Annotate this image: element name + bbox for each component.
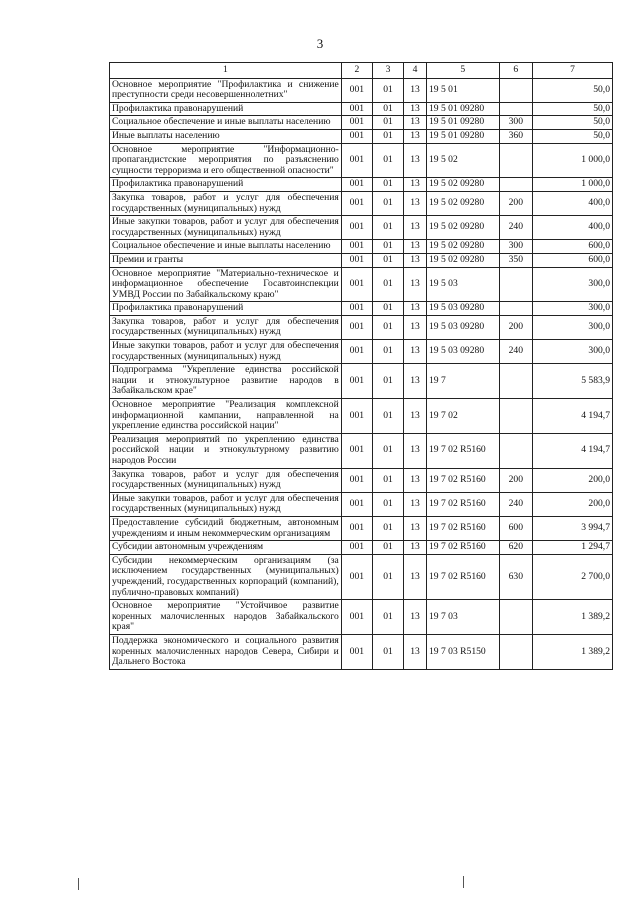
row-name-cell: Иные закупки товаров, работ и услуг для обеспечения государственных (муниципальных) нужд bbox=[110, 492, 342, 516]
row-amount-cell: 1 000,0 bbox=[532, 178, 612, 192]
row-section-cell: 01 bbox=[372, 191, 403, 215]
table-row bbox=[110, 129, 613, 143]
row-expense-type-cell bbox=[499, 143, 532, 178]
row-code-cell: 001 bbox=[341, 143, 372, 178]
row-expense-type-cell bbox=[499, 178, 532, 192]
table-row bbox=[110, 340, 613, 364]
row-target-article-cell: 19 7 bbox=[426, 364, 499, 399]
row-section-cell: 01 bbox=[372, 116, 403, 130]
row-code-cell: 001 bbox=[341, 600, 372, 635]
row-section-cell: 01 bbox=[372, 554, 403, 599]
row-name-cell: Субсидии автономным учреждениям bbox=[110, 541, 342, 555]
table-row bbox=[110, 253, 613, 267]
row-section-cell: 01 bbox=[372, 364, 403, 399]
row-section-cell: 01 bbox=[372, 433, 403, 468]
row-name-cell: Поддержка экономического и социального развития коренных малочисленных народов Севера, Сибири и Дальнего Востока bbox=[110, 634, 342, 669]
row-target-article-cell: 19 5 03 bbox=[426, 267, 499, 302]
page-number: 3 bbox=[316, 36, 324, 51]
row-expense-type-cell bbox=[499, 102, 532, 116]
row-code-cell: 001 bbox=[341, 541, 372, 555]
row-amount-cell: 1 389,2 bbox=[532, 634, 612, 669]
column-header: 6 bbox=[499, 63, 532, 79]
row-code-cell: 001 bbox=[341, 191, 372, 215]
row-target-article-cell: 19 7 03 R5150 bbox=[426, 634, 499, 669]
table-row bbox=[110, 267, 613, 302]
row-amount-cell: 400,0 bbox=[532, 216, 612, 240]
row-subsection-cell: 13 bbox=[404, 340, 427, 364]
row-target-article-cell: 19 5 02 bbox=[426, 143, 499, 178]
row-expense-type-cell: 350 bbox=[499, 253, 532, 267]
row-amount-cell: 5 583,9 bbox=[532, 364, 612, 399]
row-expense-type-cell: 240 bbox=[499, 340, 532, 364]
row-expense-type-cell: 200 bbox=[499, 315, 532, 339]
row-target-article-cell: 19 5 03 09280 bbox=[426, 340, 499, 364]
row-section-cell: 01 bbox=[372, 399, 403, 434]
row-name-cell: Основное мероприятие "Реализация комплексной информационной кампании, направленной на укрепление единства российской нации" bbox=[110, 399, 342, 434]
row-name-cell: Премии и гранты bbox=[110, 253, 342, 267]
row-name-cell: Основное мероприятие "Устойчивое развитие коренных малочисленных народов Забайкальского края" bbox=[110, 600, 342, 635]
row-expense-type-cell: 600 bbox=[499, 516, 532, 540]
row-subsection-cell: 13 bbox=[404, 216, 427, 240]
row-code-cell: 001 bbox=[341, 468, 372, 492]
row-code-cell: 001 bbox=[341, 178, 372, 192]
column-header: 3 bbox=[372, 63, 403, 79]
row-expense-type-cell bbox=[499, 302, 532, 316]
row-subsection-cell: 13 bbox=[404, 78, 427, 102]
row-target-article-cell: 19 5 01 09280 bbox=[426, 129, 499, 143]
row-expense-type-cell: 300 bbox=[499, 240, 532, 254]
row-section-cell: 01 bbox=[372, 492, 403, 516]
row-subsection-cell: 13 bbox=[404, 433, 427, 468]
row-expense-type-cell bbox=[499, 600, 532, 635]
table-row bbox=[110, 116, 613, 130]
table-row bbox=[110, 433, 613, 468]
row-target-article-cell: 19 5 01 09280 bbox=[426, 102, 499, 116]
row-name-cell: Иные закупки товаров, работ и услуг для обеспечения государственных (муниципальных) нужд bbox=[110, 340, 342, 364]
row-target-article-cell: 19 5 02 09280 bbox=[426, 240, 499, 254]
row-code-cell: 001 bbox=[341, 102, 372, 116]
table-row bbox=[110, 492, 613, 516]
row-amount-cell: 50,0 bbox=[532, 116, 612, 130]
row-code-cell: 001 bbox=[341, 364, 372, 399]
row-code-cell: 001 bbox=[341, 399, 372, 434]
row-name-cell: Профилактика правонарушений bbox=[110, 302, 342, 316]
row-expense-type-cell: 620 bbox=[499, 541, 532, 555]
row-amount-cell: 3 994,7 bbox=[532, 516, 612, 540]
row-subsection-cell: 13 bbox=[404, 516, 427, 540]
table-row bbox=[110, 315, 613, 339]
row-subsection-cell: 13 bbox=[404, 253, 427, 267]
column-header: 7 bbox=[532, 63, 612, 79]
row-name-cell: Иные закупки товаров, работ и услуг для обеспечения государственных (муниципальных) нужд bbox=[110, 216, 342, 240]
row-code-cell: 001 bbox=[341, 315, 372, 339]
row-section-cell: 01 bbox=[372, 634, 403, 669]
row-subsection-cell: 13 bbox=[404, 267, 427, 302]
row-code-cell: 001 bbox=[341, 129, 372, 143]
row-name-cell: Социальное обеспечение и иные выплаты населению bbox=[110, 116, 342, 130]
row-name-cell: Основное мероприятие "Материально-техническое и информационное обеспечение Госавтоинспекции УМВД России по Забайкальскому краю" bbox=[110, 267, 342, 302]
row-subsection-cell: 13 bbox=[404, 600, 427, 635]
column-header: 5 bbox=[426, 63, 499, 79]
row-name-cell: Субсидии некоммерческим организациям (за исключением государственных (муниципальных) учреждений, государственных корпораций (компаний), публично-правовых компаний) bbox=[110, 554, 342, 599]
row-amount-cell: 300,0 bbox=[532, 340, 612, 364]
row-target-article-cell: 19 7 02 R5160 bbox=[426, 468, 499, 492]
row-subsection-cell: 13 bbox=[404, 554, 427, 599]
table-row bbox=[110, 178, 613, 192]
row-target-article-cell: 19 7 02 R5160 bbox=[426, 492, 499, 516]
row-amount-cell: 600,0 bbox=[532, 253, 612, 267]
row-target-article-cell: 19 7 02 bbox=[426, 399, 499, 434]
table-row bbox=[110, 468, 613, 492]
row-amount-cell: 50,0 bbox=[532, 102, 612, 116]
row-expense-type-cell: 240 bbox=[499, 216, 532, 240]
table-header-row bbox=[110, 63, 613, 79]
table-row bbox=[110, 102, 613, 116]
row-expense-type-cell bbox=[499, 364, 532, 399]
row-code-cell: 001 bbox=[341, 516, 372, 540]
row-section-cell: 01 bbox=[372, 600, 403, 635]
column-header: 1 bbox=[110, 63, 342, 79]
row-target-article-cell: 19 5 01 bbox=[426, 78, 499, 102]
row-name-cell: Иные выплаты населению bbox=[110, 129, 342, 143]
row-subsection-cell: 13 bbox=[404, 399, 427, 434]
row-amount-cell: 300,0 bbox=[532, 302, 612, 316]
row-name-cell: Профилактика правонарушений bbox=[110, 102, 342, 116]
row-subsection-cell: 13 bbox=[404, 492, 427, 516]
table-row bbox=[110, 191, 613, 215]
row-subsection-cell: 13 bbox=[404, 541, 427, 555]
row-code-cell: 001 bbox=[341, 240, 372, 254]
row-amount-cell: 200,0 bbox=[532, 492, 612, 516]
row-amount-cell: 2 700,0 bbox=[532, 554, 612, 599]
row-expense-type-cell: 200 bbox=[499, 191, 532, 215]
row-amount-cell: 50,0 bbox=[532, 78, 612, 102]
row-subsection-cell: 13 bbox=[404, 240, 427, 254]
row-section-cell: 01 bbox=[372, 516, 403, 540]
row-section-cell: 01 bbox=[372, 178, 403, 192]
row-subsection-cell: 13 bbox=[404, 302, 427, 316]
row-target-article-cell: 19 7 02 R5160 bbox=[426, 541, 499, 555]
row-amount-cell: 300,0 bbox=[532, 267, 612, 302]
row-subsection-cell: 13 bbox=[404, 143, 427, 178]
row-name-cell: Предоставление субсидий бюджетным, автономным учреждениям и иным некоммерческим организациям bbox=[110, 516, 342, 540]
row-amount-cell: 4 194,7 bbox=[532, 433, 612, 468]
row-subsection-cell: 13 bbox=[404, 178, 427, 192]
row-expense-type-cell: 240 bbox=[499, 492, 532, 516]
row-name-cell: Закупка товаров, работ и услуг для обеспечения государственных (муниципальных) нужд bbox=[110, 315, 342, 339]
table-row bbox=[110, 216, 613, 240]
row-target-article-cell: 19 7 02 R5160 bbox=[426, 433, 499, 468]
row-section-cell: 01 bbox=[372, 340, 403, 364]
table-row bbox=[110, 240, 613, 254]
row-name-cell: Подпрограмма "Укрепление единства российской нации и этнокультурное развитие народов в Забайкальском крае" bbox=[110, 364, 342, 399]
row-expense-type-cell bbox=[499, 634, 532, 669]
row-target-article-cell: 19 5 02 09280 bbox=[426, 191, 499, 215]
row-section-cell: 01 bbox=[372, 129, 403, 143]
row-section-cell: 01 bbox=[372, 143, 403, 178]
scan-edge-mark bbox=[463, 876, 464, 888]
row-subsection-cell: 13 bbox=[404, 102, 427, 116]
table-row bbox=[110, 600, 613, 635]
row-code-cell: 001 bbox=[341, 492, 372, 516]
row-section-cell: 01 bbox=[372, 468, 403, 492]
row-subsection-cell: 13 bbox=[404, 129, 427, 143]
table-row bbox=[110, 302, 613, 316]
row-code-cell: 001 bbox=[341, 433, 372, 468]
row-name-cell: Закупка товаров, работ и услуг для обеспечения государственных (муниципальных) нужд bbox=[110, 191, 342, 215]
row-expense-type-cell: 300 bbox=[499, 116, 532, 130]
row-subsection-cell: 13 bbox=[404, 468, 427, 492]
row-name-cell: Реализация мероприятий по укреплению единства российской нации и этнокультурному развитию народов России bbox=[110, 433, 342, 468]
row-subsection-cell: 13 bbox=[404, 315, 427, 339]
row-expense-type-cell: 360 bbox=[499, 129, 532, 143]
row-subsection-cell: 13 bbox=[404, 116, 427, 130]
row-amount-cell: 400,0 bbox=[532, 191, 612, 215]
scan-edge-mark bbox=[78, 878, 79, 890]
row-target-article-cell: 19 7 03 bbox=[426, 600, 499, 635]
row-code-cell: 001 bbox=[341, 340, 372, 364]
table-row bbox=[110, 78, 613, 102]
row-section-cell: 01 bbox=[372, 541, 403, 555]
row-section-cell: 01 bbox=[372, 240, 403, 254]
table-row bbox=[110, 554, 613, 599]
column-header: 2 bbox=[341, 63, 372, 79]
row-code-cell: 001 bbox=[341, 78, 372, 102]
row-amount-cell: 300,0 bbox=[532, 315, 612, 339]
row-expense-type-cell bbox=[499, 267, 532, 302]
row-code-cell: 001 bbox=[341, 267, 372, 302]
row-amount-cell: 600,0 bbox=[532, 240, 612, 254]
row-name-cell: Основное мероприятие "Информационно-пропагандистские мероприятия по разъяснению сущности терроризма и его общественной опасности" bbox=[110, 143, 342, 178]
row-code-cell: 001 bbox=[341, 554, 372, 599]
table-row bbox=[110, 634, 613, 669]
row-section-cell: 01 bbox=[372, 216, 403, 240]
row-target-article-cell: 19 5 03 09280 bbox=[426, 315, 499, 339]
row-amount-cell: 50,0 bbox=[532, 129, 612, 143]
row-target-article-cell: 19 7 02 R5160 bbox=[426, 554, 499, 599]
row-amount-cell: 1 294,7 bbox=[532, 541, 612, 555]
row-expense-type-cell: 200 bbox=[499, 468, 532, 492]
row-target-article-cell: 19 5 02 09280 bbox=[426, 216, 499, 240]
table-row bbox=[110, 143, 613, 178]
row-subsection-cell: 13 bbox=[404, 634, 427, 669]
row-code-cell: 001 bbox=[341, 116, 372, 130]
table-row bbox=[110, 364, 613, 399]
table-row bbox=[110, 516, 613, 540]
row-amount-cell: 1 389,2 bbox=[532, 600, 612, 635]
row-section-cell: 01 bbox=[372, 302, 403, 316]
row-expense-type-cell bbox=[499, 78, 532, 102]
row-target-article-cell: 19 5 03 09280 bbox=[426, 302, 499, 316]
row-name-cell: Основное мероприятие "Профилактика и снижение преступности среди несовершеннолетних" bbox=[110, 78, 342, 102]
row-code-cell: 001 bbox=[341, 634, 372, 669]
row-subsection-cell: 13 bbox=[404, 364, 427, 399]
table-row bbox=[110, 541, 613, 555]
row-name-cell: Закупка товаров, работ и услуг для обеспечения государственных (муниципальных) нужд bbox=[110, 468, 342, 492]
column-header: 4 bbox=[404, 63, 427, 79]
row-expense-type-cell bbox=[499, 433, 532, 468]
row-code-cell: 001 bbox=[341, 253, 372, 267]
row-code-cell: 001 bbox=[341, 302, 372, 316]
row-code-cell: 001 bbox=[341, 216, 372, 240]
row-target-article-cell: 19 7 02 R5160 bbox=[426, 516, 499, 540]
budget-table bbox=[109, 62, 613, 670]
row-section-cell: 01 bbox=[372, 267, 403, 302]
row-amount-cell: 1 000,0 bbox=[532, 143, 612, 178]
row-target-article-cell: 19 5 01 09280 bbox=[426, 116, 499, 130]
row-section-cell: 01 bbox=[372, 253, 403, 267]
row-section-cell: 01 bbox=[372, 78, 403, 102]
table-row bbox=[110, 399, 613, 434]
row-amount-cell: 200,0 bbox=[532, 468, 612, 492]
row-section-cell: 01 bbox=[372, 315, 403, 339]
row-section-cell: 01 bbox=[372, 102, 403, 116]
row-target-article-cell: 19 5 02 09280 bbox=[426, 253, 499, 267]
row-expense-type-cell bbox=[499, 399, 532, 434]
row-subsection-cell: 13 bbox=[404, 191, 427, 215]
row-amount-cell: 4 194,7 bbox=[532, 399, 612, 434]
row-name-cell: Профилактика правонарушений bbox=[110, 178, 342, 192]
row-expense-type-cell: 630 bbox=[499, 554, 532, 599]
row-name-cell: Социальное обеспечение и иные выплаты населению bbox=[110, 240, 342, 254]
row-target-article-cell: 19 5 02 09280 bbox=[426, 178, 499, 192]
